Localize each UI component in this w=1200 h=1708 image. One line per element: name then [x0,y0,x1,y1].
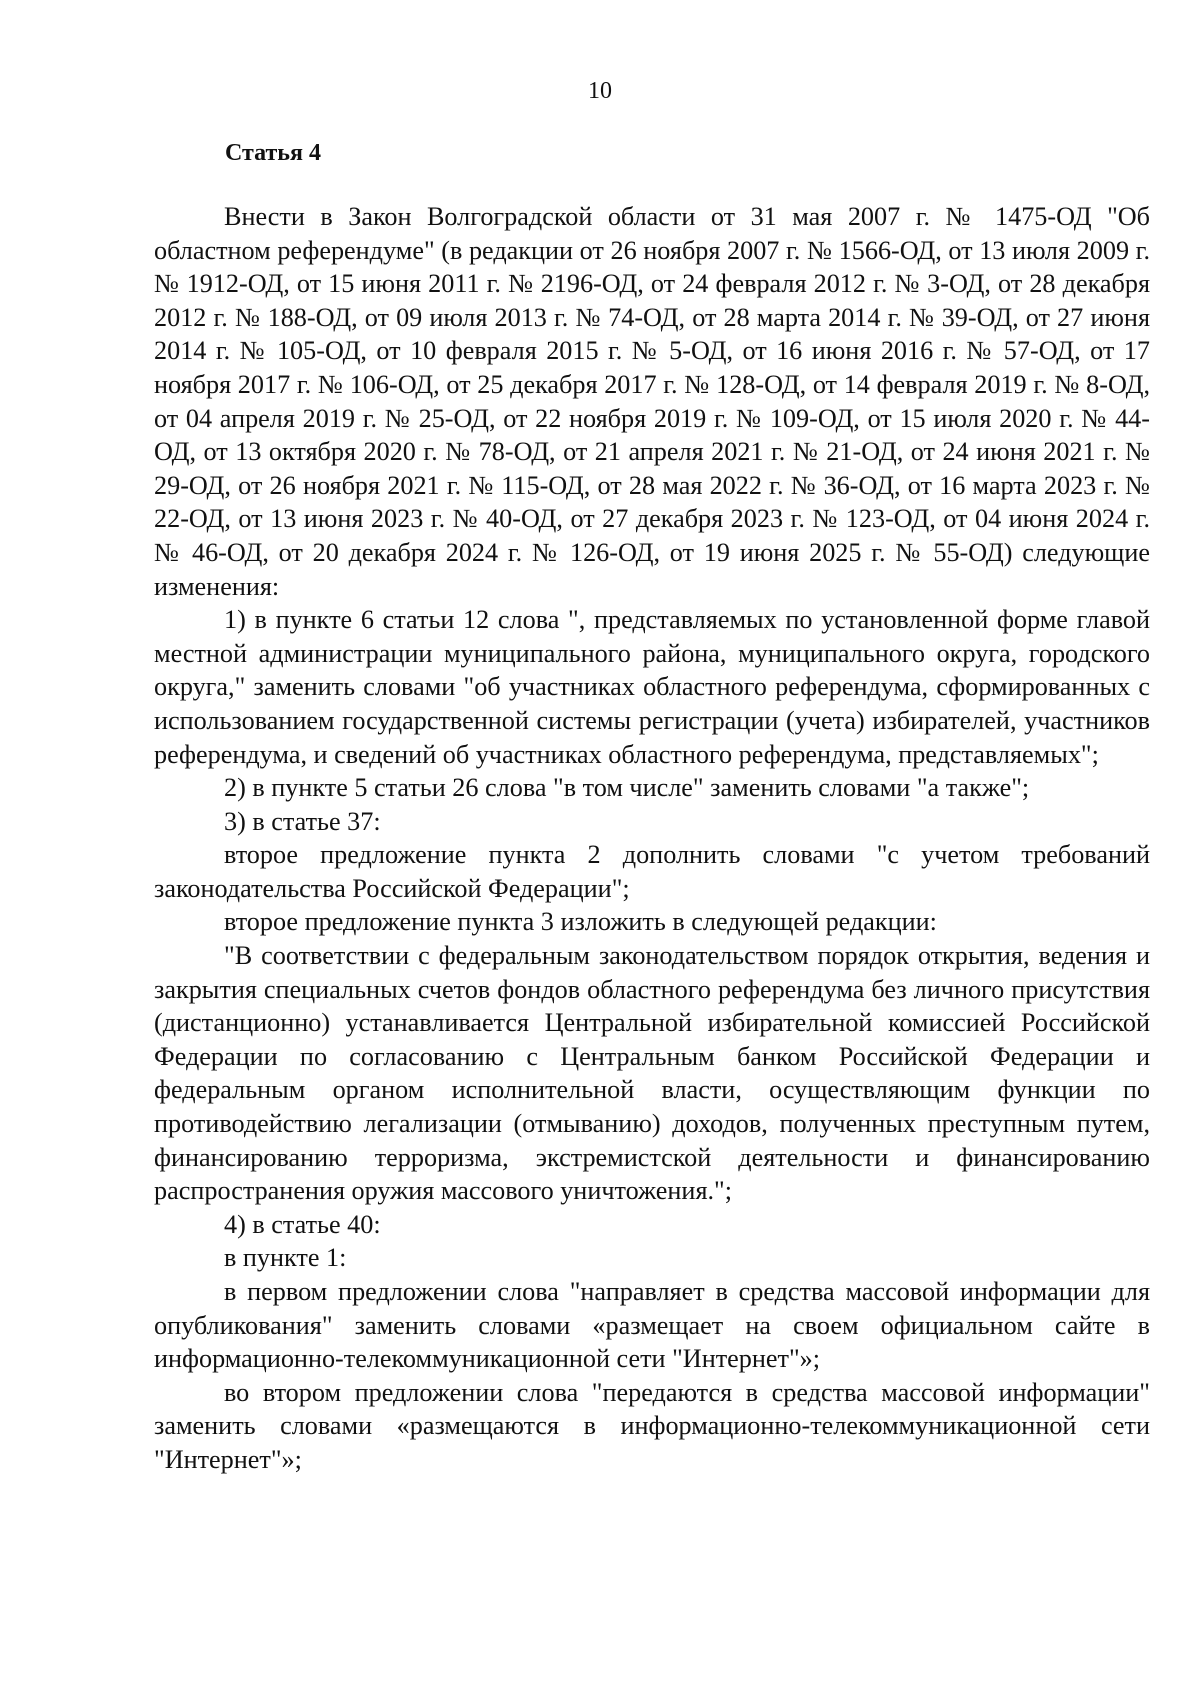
paragraph-item-4-first-sentence: в первом предложении слова "направляет в средства массовой информации для опубликования" заменить словами «размещает на своем официальном сайте в информационно-телекоммуникационной сети "Интернет"»; [154,1277,1150,1374]
paragraph-item-3-sub-2: второе предложение пункта 3 изложить в следующей редакции: [224,907,937,937]
paragraph-item-4-second-sentence: во втором предложении слова "передаются в средства массовой информации" заменить словами «размещаются в информационно-телекоммуникационной сети "Интернет"»; [154,1377,1150,1474]
paragraph-item-3: 3) в статье 37: [224,806,381,836]
paragraph-item-4-clause-1: в пункте 1: [224,1243,347,1273]
document-body [154,200,1150,1477]
article-heading: Статья 4 [225,140,321,166]
paragraph-item-2: 2) в пункте 5 статьи 26 слова "в том числе" заменить словами "а также"; [224,773,1030,803]
paragraph-item-1: 1) в пункте 6 статьи 12 слова ", представляемых по установленной форме главой местной администрации муниципального района, муниципального округа, городского округа," заменить словами "об участниках областного референдума, сформированных с использованием государственной системы регистрации (учета) избирателей, участников референдума, и сведений об участниках областного референдума, представляемых"; [154,605,1150,769]
paragraph-item-4: 4) в статье 40: [224,1209,381,1239]
paragraph-item-3-sub-1: второе предложение пункта 2 дополнить словами "с учетом требований законодательства Российской Федерации"; [154,840,1150,903]
paragraph-quoted-text: "В соответствии с федеральным законодательством порядок открытия, ведения и закрытия специальных счетов фондов областного референдума без личного присутствия (дистанционно) устанавливается Центральной избирательной комиссией Российской Федерации по согласованию с Центральным банком Российской Федерации и федеральным органом исполнительной власти, осуществляющим функции по противодействию легализации (отмыванию) доходов, полученных преступным путем, финансированию терроризма, экстремистской деятельности и финансированию распространения оружия массового уничтожения."; [154,941,1150,1206]
paragraph-intro: Внести в Закон Волгоградской области от 31 мая 2007 г. № 1475-ОД "Об областном референдуме" (в редакции от 26 ноября 2007 г. № 1566-ОД, от 13 июля 2009 г. № 1912-ОД, от 15 июня 2011 г. № 2196-ОД, от 24 февраля 2012 г. № 3-ОД, от 28 декабря 2012 г. № 188-ОД, от 09 июля 2013 г. № 74-ОД, от 28 марта 2014 г. № 39-ОД, от 27 июня 2014 г. № 105-ОД, от 10 февраля 2015 г. № 5-ОД, от 16 июня 2016 г. № 57-ОД, от 17 ноября 2017 г. № 106-ОД, от 25 декабря 2017 г. № 128-ОД, от 14 февраля 2019 г. № 8-ОД, от 04 апреля 2019 г. № 25-ОД, от 22 ноября 2019 г. № 109-ОД, от 15 июля 2020 г. № 44-ОД, от 13 октября 2020 г. № 78-ОД, от 21 апреля 2021 г. № 21-ОД, от 24 июня 2021 г. № 29-ОД, от 26 ноября 2021 г. № 115-ОД, от 28 мая 2022 г. № 36-ОД, от 16 марта 2023 г. № 22-ОД, от 13 июня 2023 г. № 40-ОД, от 27 декабря 2023 г. № 123-ОД, от 04 июня 2024 г. № 46-ОД, от 20 декабря 2024 г. № 126-ОД, от 19 июня 2025 г. № 55-ОД) следующие изменения: [154,202,1150,601]
page-number: 10 [588,78,612,104]
